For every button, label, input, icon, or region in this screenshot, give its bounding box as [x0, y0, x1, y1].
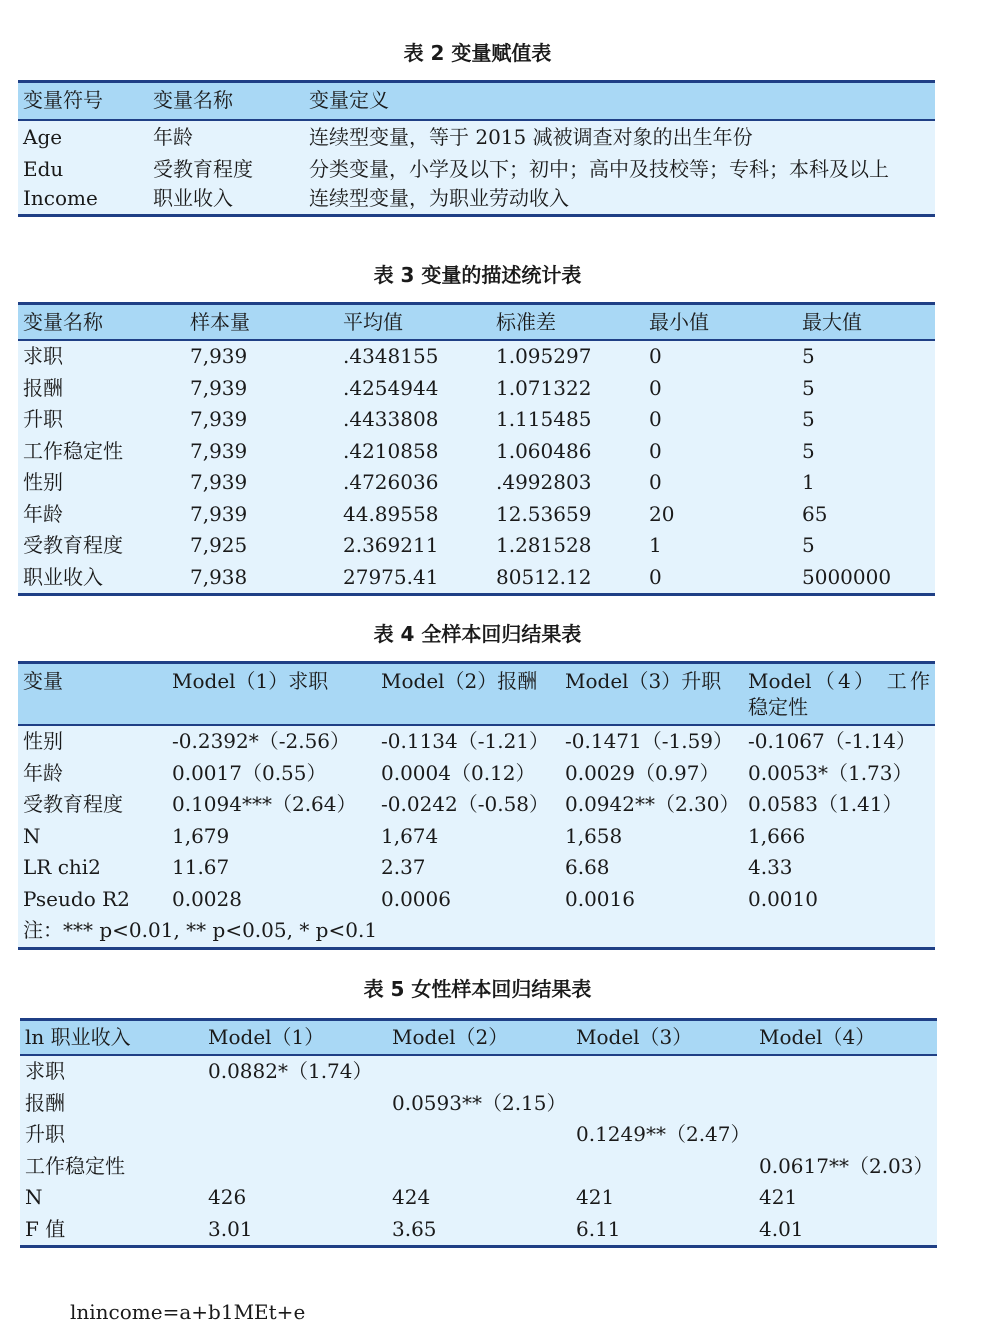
- table5-female-sample-regression: [20, 1018, 937, 1248]
- table-cell: 1.095297: [496, 344, 592, 368]
- table3-descriptive-stats: [18, 302, 935, 596]
- table-cell: [203, 1151, 387, 1183]
- table-cell: -0.1134（-1.21）: [381, 729, 550, 753]
- table-cell: 1.281528: [496, 533, 592, 557]
- table5-header-cell: ln 职业收入: [25, 1025, 131, 1049]
- table4-header-cell: Model（2）报酬: [381, 669, 538, 693]
- table4-header-cell: Model（1）求职: [172, 669, 329, 693]
- table-cell: 1,658: [565, 823, 623, 848]
- table-cell: 受教育程度: [153, 157, 253, 181]
- table5-header-cell: Model（4）: [759, 1025, 876, 1049]
- table-cell: .4254944: [343, 375, 439, 400]
- table-cell: [203, 1119, 387, 1151]
- table-cell: 7,939: [190, 344, 248, 368]
- table-row: [18, 852, 935, 884]
- table-row: [18, 821, 935, 853]
- table-cell: [571, 1151, 754, 1183]
- table-cell: -0.2392*（-2.56）: [172, 729, 351, 753]
- table-cell: .4726036: [343, 470, 439, 494]
- table-cell: -0.1471（-1.59）: [565, 729, 734, 753]
- table-cell: 7,925: [190, 533, 248, 557]
- table-cell: .4348155: [343, 344, 439, 368]
- table3-header-cell: 最小值: [649, 310, 709, 334]
- table-cell: 受教育程度: [23, 792, 123, 816]
- table-cell: 2.37: [381, 855, 426, 879]
- table-row: [18, 758, 935, 790]
- table-row: [20, 1182, 937, 1214]
- table-row: [18, 530, 935, 562]
- table-cell: 职业收入: [153, 186, 233, 210]
- table-cell: LR chi2: [23, 855, 101, 879]
- table-cell: 44.89558: [343, 501, 439, 526]
- table-cell: 职业收入: [23, 564, 103, 589]
- table3-caption: 表 3 变量的描述统计表: [373, 263, 582, 287]
- table3-header-cell: 最大值: [802, 310, 862, 334]
- table5-header-cell: Model（2）: [392, 1025, 509, 1049]
- table-cell: Pseudo R2: [23, 886, 130, 911]
- table-row: [18, 153, 935, 182]
- table-cell: 5: [802, 533, 815, 557]
- table-cell: 升职: [23, 407, 63, 431]
- table-row: [18, 404, 935, 436]
- table-cell: 0.0028: [172, 886, 242, 911]
- table-cell: 27975.41: [343, 564, 439, 589]
- table-cell: 7,939: [190, 501, 248, 526]
- table3-header-cell: 变量名称: [23, 310, 103, 334]
- table-cell: 0.0010: [748, 886, 818, 911]
- table2-header-cell: 变量定义: [309, 88, 389, 112]
- table-cell: 性别: [23, 729, 63, 753]
- table4-note: 注：*** p<0.01, ** p<0.05, * p<0.1: [23, 918, 378, 942]
- table3-header-row: [18, 304, 935, 341]
- table-cell: 0: [649, 344, 662, 368]
- table-cell: [754, 1088, 937, 1120]
- table-cell: 421: [576, 1185, 615, 1209]
- table2-caption: 表 2 变量赋值表: [403, 41, 552, 65]
- table-cell: 0: [649, 470, 662, 494]
- table-row: [18, 182, 935, 216]
- table-cell: 6.68: [565, 855, 610, 879]
- table-cell: 升职: [25, 1122, 65, 1146]
- table-cell: 年龄: [23, 760, 63, 785]
- table-cell: 3.65: [392, 1216, 437, 1241]
- table-cell: 20: [649, 501, 675, 526]
- table-note-row: [18, 915, 935, 948]
- table-cell: 0.1094***（2.64）: [172, 792, 357, 816]
- table-row: [20, 1214, 937, 1247]
- table-cell: 工作稳定性: [23, 438, 123, 463]
- table-cell: 0.0617**（2.03）: [759, 1153, 934, 1178]
- table4-header-cell: Model（3）升职: [565, 669, 722, 693]
- table-cell: 7,938: [190, 564, 248, 589]
- table-cell: 0.0053*（1.73）: [748, 760, 913, 785]
- table-cell: 1: [802, 470, 815, 494]
- table-cell: 0.0017（0.55）: [172, 760, 327, 785]
- table-cell: 5000000: [802, 564, 892, 589]
- table5-header-row: [20, 1020, 937, 1056]
- table-cell: Income: [23, 186, 98, 210]
- table-cell: 1,679: [172, 823, 230, 848]
- table-cell: 5: [802, 407, 815, 431]
- table-cell: 421: [759, 1185, 798, 1209]
- table-cell: 连续型变量，为职业劳动收入: [309, 186, 569, 210]
- table4-header-cell: 变量: [23, 669, 63, 693]
- table-row: [20, 1119, 937, 1151]
- table-row: [20, 1151, 937, 1183]
- table-cell: 3.01: [208, 1216, 253, 1241]
- table-cell: N: [25, 1185, 43, 1209]
- table-row: [20, 1055, 937, 1088]
- table-cell: 7,939: [190, 407, 248, 431]
- table-cell: .4210858: [343, 438, 439, 463]
- table-cell: Age: [23, 125, 63, 149]
- table-cell: 0: [649, 564, 662, 589]
- table-cell: 12.53659: [496, 501, 592, 526]
- table-cell: 0.0882*（1.74）: [208, 1059, 373, 1083]
- table4-header-cell: Model（4） 工作稳定性: [748, 669, 930, 719]
- table-cell: 0.0029（0.97）: [565, 760, 720, 785]
- table-cell: 受教育程度: [23, 533, 123, 557]
- table-row: [18, 884, 935, 916]
- table-cell: 65: [802, 501, 828, 526]
- table-cell: 6.11: [576, 1216, 621, 1241]
- table-cell: [387, 1055, 571, 1088]
- table3-header-cell: 标准差: [496, 310, 556, 334]
- table-cell: 0: [649, 375, 662, 400]
- table-row: [18, 467, 935, 499]
- table-cell: 0.1249**（2.47）: [576, 1122, 751, 1146]
- table-cell: 报酬: [25, 1090, 65, 1115]
- table-cell: 7,939: [190, 375, 248, 400]
- table-cell: 424: [392, 1185, 431, 1209]
- table-cell: 426: [208, 1185, 247, 1209]
- table-cell: [387, 1151, 571, 1183]
- table-cell: 1,666: [748, 823, 806, 848]
- table-cell: 2.369211: [343, 533, 439, 557]
- table-cell: N: [23, 823, 41, 848]
- table-row: [18, 436, 935, 468]
- table-cell: 0.0583（1.41）: [748, 792, 903, 816]
- table-row: [18, 373, 935, 405]
- table2-header-row: [18, 82, 935, 121]
- table-cell: -0.1067（-1.14）: [748, 729, 917, 753]
- table-cell: 0: [649, 438, 662, 463]
- table2-header-cell: 变量符号: [23, 88, 103, 112]
- table-cell: 80512.12: [496, 564, 592, 589]
- table-cell: 7,939: [190, 470, 248, 494]
- table-cell: 工作稳定性: [25, 1153, 125, 1178]
- table-row: [18, 789, 935, 821]
- table-cell: [754, 1055, 937, 1088]
- table-row: [18, 340, 935, 373]
- table5-header-cell: Model（1）: [208, 1025, 325, 1049]
- table-cell: 年龄: [153, 125, 193, 149]
- table-cell: 0.0006: [381, 886, 451, 911]
- table-cell: 7,939: [190, 438, 248, 463]
- table-cell: 连续型变量，等于 2015 减被调查对象的出生年份: [309, 125, 753, 149]
- table-row: [18, 562, 935, 595]
- table-row: [18, 499, 935, 531]
- table-cell: 0.0016: [565, 886, 635, 911]
- table-cell: 报酬: [23, 375, 63, 400]
- table-cell: [571, 1088, 754, 1120]
- table-cell: [387, 1119, 571, 1151]
- table2-variable-assignment: [18, 80, 935, 217]
- table-cell: 5: [802, 375, 815, 400]
- table-cell: 1,674: [381, 823, 439, 848]
- table-row: [18, 725, 935, 758]
- table3-header-cell: 样本量: [190, 310, 250, 334]
- table-cell: 5: [802, 438, 815, 463]
- table4-header-row: [18, 663, 935, 726]
- table4-full-sample-regression: [18, 661, 935, 950]
- table-cell: 1.071322: [496, 375, 592, 400]
- table-cell: 4.33: [748, 855, 793, 879]
- table-cell: [571, 1055, 754, 1088]
- table-cell: 5: [802, 344, 815, 368]
- table-cell: [754, 1119, 937, 1151]
- table-row: [18, 120, 935, 153]
- table5-header-cell: Model（3）: [576, 1025, 693, 1049]
- table3-header-cell: 平均值: [343, 310, 403, 334]
- table-cell: 0.0593**（2.15）: [392, 1090, 567, 1115]
- table-cell: 0.0004（0.12）: [381, 760, 536, 785]
- table-cell: F 值: [25, 1216, 66, 1241]
- table-cell: 求职: [23, 344, 63, 368]
- table-cell: .4992803: [496, 470, 592, 494]
- table-cell: [203, 1088, 387, 1120]
- table4-caption: 表 4 全样本回归结果表: [373, 622, 582, 646]
- table-cell: 0.0942**（2.30）: [565, 792, 740, 816]
- table-cell: 0: [649, 407, 662, 431]
- table-cell: -0.0242（-0.58）: [381, 792, 550, 816]
- table-cell: 年龄: [23, 501, 63, 526]
- table-row: [20, 1088, 937, 1120]
- table-cell: 求职: [25, 1059, 65, 1083]
- table-cell: 性别: [23, 470, 63, 494]
- table5-caption: 表 5 女性样本回归结果表: [363, 977, 592, 1001]
- table-cell: 11.67: [172, 855, 230, 879]
- table-cell: .4433808: [343, 407, 439, 431]
- table-cell: 4.01: [759, 1216, 804, 1241]
- table-cell: 1: [649, 533, 662, 557]
- table-cell: 1.115485: [496, 407, 592, 431]
- table-cell: 1.060486: [496, 438, 592, 463]
- table2-header-cell: 变量名称: [153, 88, 233, 112]
- table-cell: Edu: [23, 157, 64, 181]
- table-cell: 分类变量，小学及以下；初中；高中及技校等；专科；本科及以上: [309, 157, 889, 181]
- formula-text: lnincome=a+b1MEt+e: [70, 1300, 306, 1324]
